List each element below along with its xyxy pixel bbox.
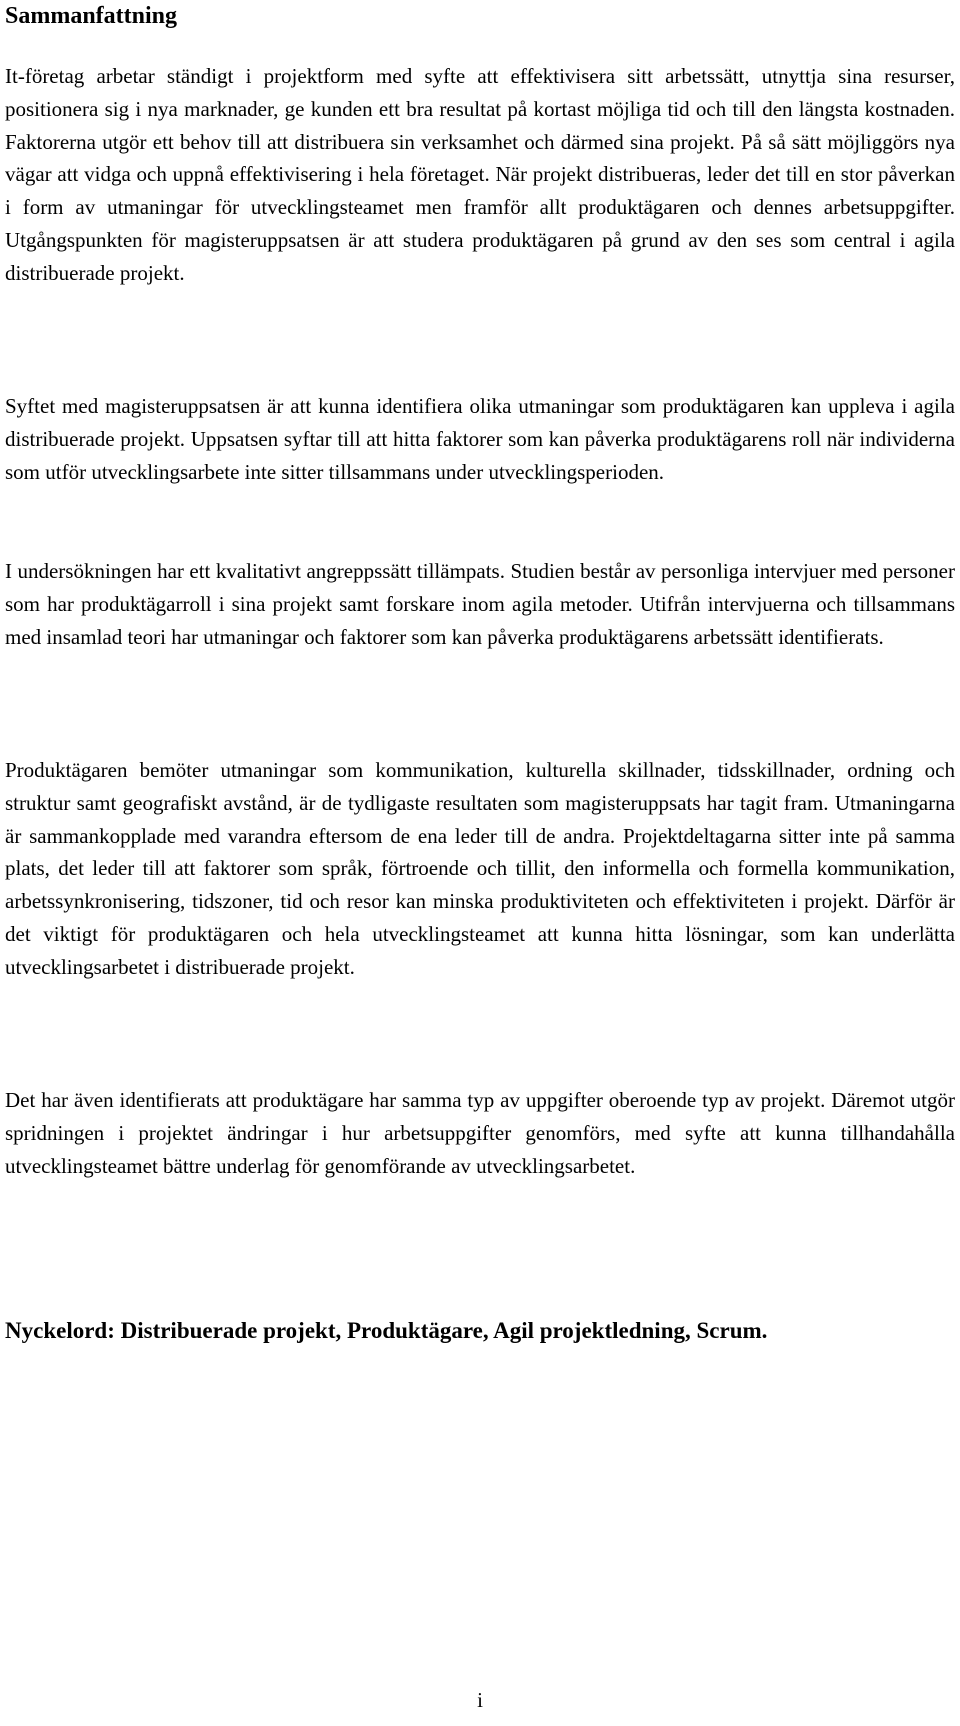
keywords: Nyckelord: Distribuerade projekt, Produktägare, Agil projektledning, Scrum. bbox=[5, 1318, 768, 1343]
paragraph-1: It-företag arbetar ständigt i projektform med syfte att effektivisera sitt arbetssätt, utnyttja sina resurser, positionera sig i nya marknader, ge kunden ett bra resultat på kortast möjliga tid och till den längsta kostnaden. Faktorerna utgör ett behov till att distribuera sin verksamhet och därmed sina projekt. På så sätt möjliggörs nya vägar att vidga och uppnå effektivisering i hela företaget. När projekt distribueras, leder det till en stor påverkan i form av utmaningar för utvecklingsteamet men framför allt produktägaren och dennes arbetsuppgifter. Utgångspunkten för magisteruppsatsen är att studera produktägaren på grund av den ses som central i agila distribuerade projekt. bbox=[5, 64, 955, 285]
paragraph-2: Syftet med magisteruppsatsen är att kunna identifiera olika utmaningar som produktägaren kan uppleva i agila distribuerade projekt. Uppsatsen syftar till att hitta faktorer som kan påverka produktägarens roll när individerna som utför utvecklingsarbete inte sitter tillsammans under utvecklingsperioden. bbox=[5, 394, 955, 484]
document-page bbox=[5, 0, 955, 1726]
paragraph-5: Det har även identifierats att produktägare har samma typ av uppgifter oberoende typ av projekt. Däremot utgör spridningen i projektet ändringar i hur arbetsuppgifter genomförs, med syfte att kunna tillhandahålla utvecklingsteamet bättre underlag för genomförande av utvecklingsarbetet. bbox=[5, 1088, 955, 1178]
paragraph-4: Produktägaren bemöter utmaningar som kommunikation, kulturella skillnader, tidsskillnader, ordning och struktur samt geografiskt avstånd, är de tydligaste resultaten som magisteruppsats har tagit fram. Utmaningarna är sammankopplade med varandra eftersom de ena leder till de andra. Projektdeltagarna sitter inte på samma plats, det leder till att faktorer som språk, förtroende och tillit, den informella och formella kommunikation, arbetssynkronisering, tidszoner, tid och resor kan minska produktiviteten och effektiviteten i projekt. Därför är det viktigt för produktägaren och hela utvecklingsteamet att kunna hitta lösningar, som kan underlätta utvecklingsarbetet i distribuerade projekt. bbox=[5, 758, 955, 979]
section-heading: Sammanfattning bbox=[5, 3, 178, 29]
page-number: i bbox=[477, 1688, 483, 1712]
paragraph-3: I undersökningen har ett kvalitativt angreppssätt tillämpats. Studien består av personliga intervjuer med personer som har produktägarroll i sina projekt samt forskare inom agila metoder. Utifrån intervjuerna och tillsammans med insamlad teori har utmaningar och faktorer som kan påverka produktägarens arbetssätt identifierats. bbox=[5, 559, 955, 649]
